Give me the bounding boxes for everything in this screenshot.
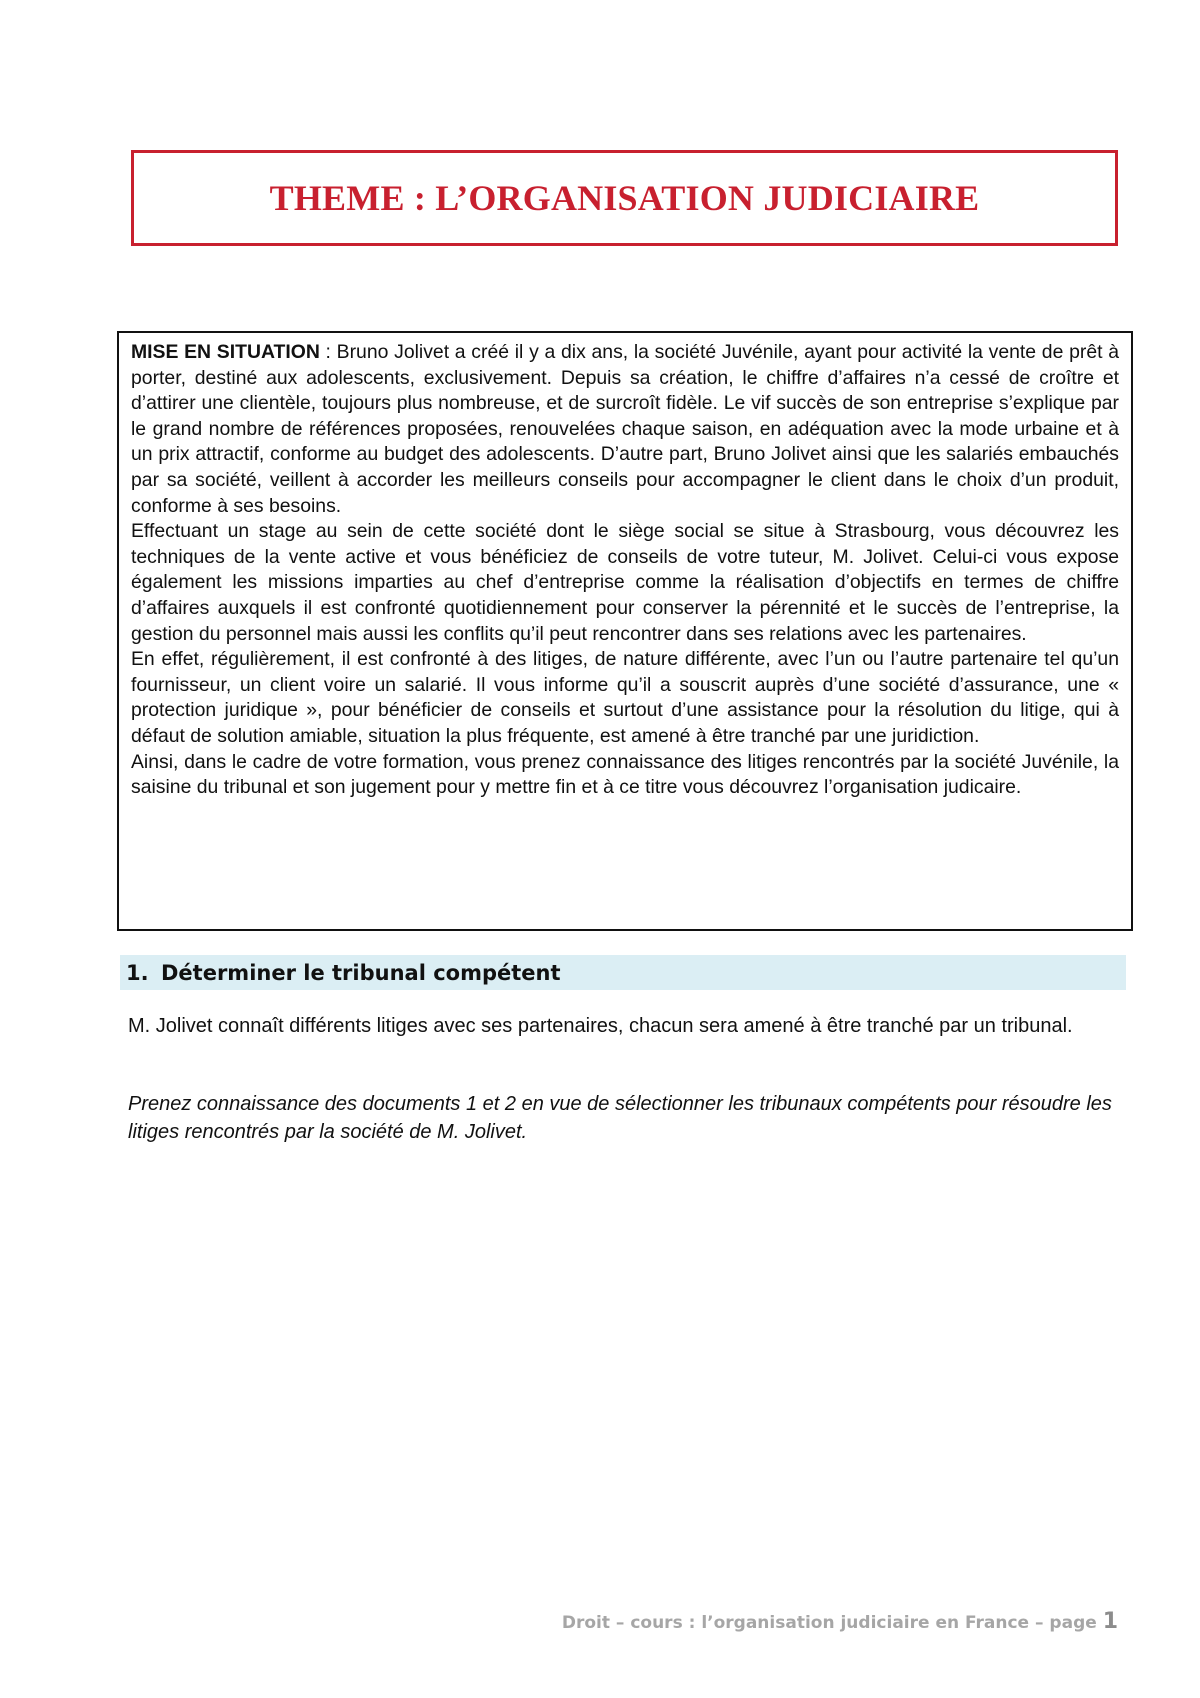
section-body-text: M. Jolivet connaît différents litiges avec ses partenaires, chacun sera amené à être tranché par un tribunal. [128,1015,1073,1037]
situation-paragraph-2: Effectuant un stage au sein de cette société dont le siège social se situe à Strasbourg, vous découvrez les techniques de la vente active et vous bénéficiez de conseils de votre tuteur, M. Jolivet. Celui-ci vous expose également les missions imparties au chef d’entreprise comme la réalisation d’objectifs en termes de chiffre d’affaires auxquels il est confronté quotidiennement pour conserver la pérennité et le succès de l’entreprise, la gestion du personnel mais aussi les conflits qu’il peut rencontrer dans ses relations avec les partenaires. [131,520,1119,645]
situation-box [117,331,1133,931]
situation-label: MISE EN SITUATION [131,341,320,363]
footer-text: Droit – cours : l’organisation judiciaire en France – page [561,1613,1103,1633]
situation-paragraph-4: Ainsi, dans le cadre de votre formation, vous prenez connaissance des litiges rencontrés par la société Juvénile, la saisine du tribunal et son jugement pour y mettre fin et à ce titre vous découvrez l’organisation judicaire. [131,750,1119,799]
section-number: 1. [126,960,149,985]
page-footer [562,1609,1118,1634]
section-instruction: Prenez connaissance des documents 1 et 2 en vue de sélectionner les tribunaux compétents pour résoudre les litiges rencontrés par la société de M. Jolivet. [128,1093,1112,1143]
section-heading [120,955,1126,990]
situation-paragraph-1-text: : Bruno Jolivet a créé il y a dix ans, la société Juvénile, ayant pour activité la vente de prêt à porter, destiné aux adolescents, exclusivement. Depuis sa création, le chiffre d’affaires n’a cessé de croître et d’attirer une clientèle, toujours plus nombreuse, et de surcroît fidèle. Le vif succès de son entreprise s’explique par le grand nombre de références proposées, renouvelées chaque saison, en adéquation avec la mode urbaine et à un prix attractif, conforme au budget des adolescents. D’autre part, Bruno Jolivet ainsi que les salariés embauchés par sa société, veillent à accorder les meilleurs conseils pour accompagner le client dans le choix d’un produit, conforme à ses besoins. [131,341,1120,517]
title-box [131,150,1118,246]
situation-paragraph-3: En effet, régulièrement, il est confronté à des litiges, de nature différente, avec l’un ou l’autre partenaire tel qu’un fournisseur, un client voire un salarié. Il vous informe qu’il a souscrit auprès d’une société d’assurance, une « protection juridique », pour bénéficier de conseils et surtout d’une assistance pour la résolution du litige, qui à défaut de solution amiable, situation la plus fréquente, est amené à être tranché par une juridiction. [131,648,1119,747]
section-heading-text: Déterminer le tribunal compétent [161,960,561,985]
page-number: 1 [1102,1609,1118,1634]
situation-paragraph-1 [131,340,1119,519]
document-title: THEME : L’ORGANISATION JUDICIAIRE [269,178,980,218]
